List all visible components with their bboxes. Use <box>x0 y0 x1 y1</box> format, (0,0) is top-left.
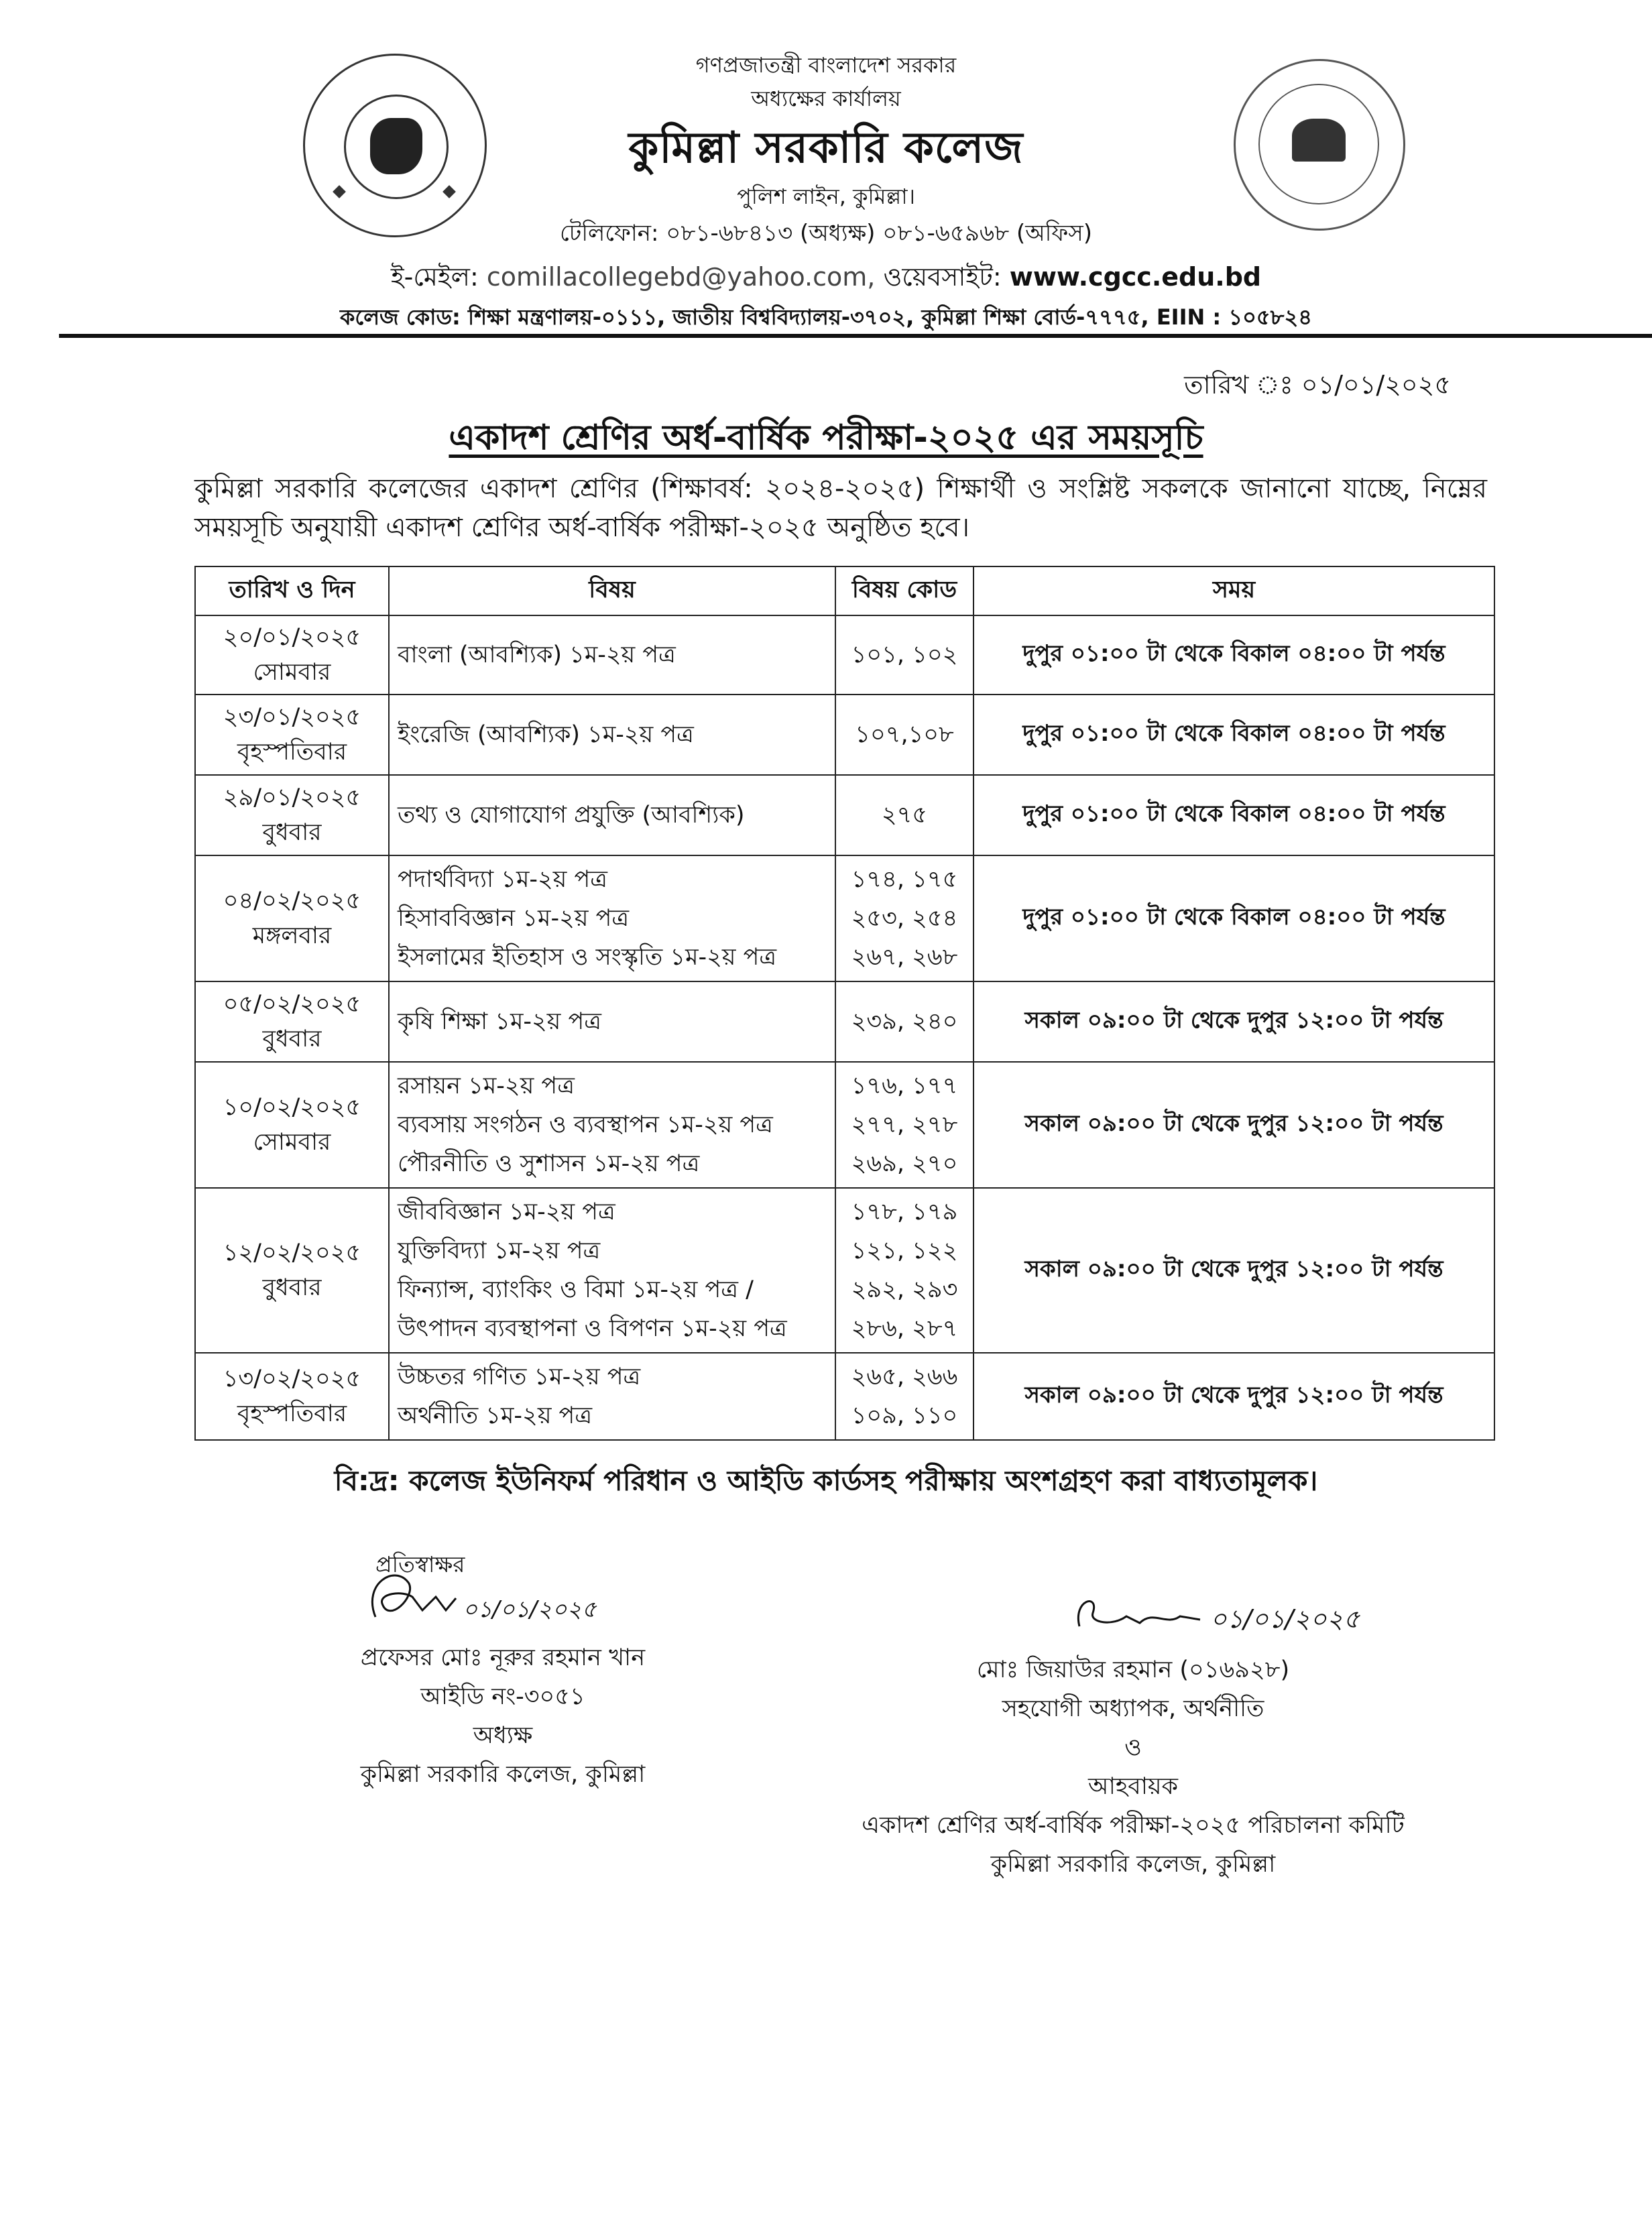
table-row <box>195 981 1494 1062</box>
conjunction-text: ও <box>1124 1734 1142 1761</box>
header-divider <box>59 334 1652 338</box>
exam-day: মঙ্গলবার <box>252 922 332 949</box>
time-cell: দুপুর ০১:০০ টা থেকে বিকাল ০৪:০০ টা পর্যন্ত <box>973 615 1494 695</box>
exam-date: ২৯/০১/২০২৫ <box>223 784 361 811</box>
subject-name: রসায়ন ১ম-২য় পত্র <box>398 1073 575 1099</box>
subject-code: ২৫৩, ২৫৪ <box>851 905 958 932</box>
subject-name: উচ্চতর গণিত ১ম-২য় পত্র <box>398 1364 641 1390</box>
subject-cell <box>389 1062 835 1188</box>
subject-cell <box>389 615 835 695</box>
table-row <box>195 1062 1494 1188</box>
left-signatory-block <box>282 1638 724 1794</box>
signature-stroke <box>372 1575 456 1617</box>
table-row <box>195 1353 1494 1440</box>
subject-cell <box>389 1353 835 1440</box>
time-cell: সকাল ০৯:০০ টা থেকে দুপুর ১২:০০ টা পর্যন্ত <box>973 1188 1494 1353</box>
subject-code: ১০১, ১০২ <box>851 642 958 668</box>
subject-name: হিসাববিজ্ঞান ১ম-২য় পত্র <box>398 905 630 932</box>
notice-intro: কুমিল্লা সরকারি কলেজের একাদশ শ্রেণির (শিক্ষাবর্ষ: ২০২৪-২০২৫) শিক্ষার্থী ও সংশ্লিষ্ট সকলকে জানানো যাচ্ছে, নিম্নের সময়সূচি অনুযায়ী একাদশ শ্রেণির অর্ধ-বার্ষিক পরীক্ষা-২০২৫ অনুষ্ঠিত হবে। <box>194 473 1487 543</box>
time-cell: দুপুর ০১:০০ টা থেকে বিকাল ০৪:০০ টা পর্যন্ত <box>973 855 1494 981</box>
notice-title <box>0 410 1652 469</box>
time-cell: সকাল ০৯:০০ টা থেকে দুপুর ১২:০০ টা পর্যন্ত <box>973 981 1494 1062</box>
exam-date: ০৫/০২/২০২৫ <box>223 991 361 1018</box>
table-row <box>195 775 1494 855</box>
date-cell <box>195 615 389 695</box>
exam-day: সোমবার <box>253 1129 331 1156</box>
column-header-time: সময় <box>973 566 1494 615</box>
college-name: কুমিল্লা সরকারি কলেজ <box>628 123 1024 173</box>
committee-name: একাদশ শ্রেণির অর্ধ-বার্ষিক পরীক্ষা-২০২৫ পরিচালনা কমিটি <box>862 1812 1405 1839</box>
subject-code: ২৬৭, ২৬৮ <box>851 944 958 971</box>
email-label: ই-মেইল: <box>390 262 479 292</box>
subject-code: ১০৭,১০৮ <box>855 721 954 748</box>
signatory-institution: কুমিল্লা সরকারি কলেজ, কুমিল্লা <box>990 1851 1276 1878</box>
college-code-line: কলেজ কোড: শিক্ষা মন্ত্রণালয়-০১১১, জাতীয় বিশ্ববিদ্যালয়-৩৭০২, কুমিল্লা শিক্ষা বোর্ড-৭৭৭৫, EIIN : ১০৫৮২৪ <box>339 304 1313 330</box>
exam-day: সোমবার <box>253 659 331 686</box>
subject-code: ২৬৫, ২৬৬ <box>851 1364 958 1390</box>
subject-code: ২৮৬, ২৮৭ <box>851 1315 958 1342</box>
exam-day: বৃহস্পতিবার <box>237 739 347 766</box>
code-cell <box>835 855 973 981</box>
signatory-institution: কুমিল্লা সরকারি কলেজ, কুমিল্লা <box>360 1761 646 1788</box>
exam-day: বুধবার <box>262 819 322 846</box>
subject-name: পৌরনীতি ও সুশাসন ১ম-২য় পত্র <box>398 1150 700 1177</box>
column-header-subject: বিষয় <box>389 566 835 615</box>
date-cell <box>195 981 389 1062</box>
subject-code: ২৬৯, ২৭০ <box>851 1150 958 1177</box>
code-cell <box>835 1062 973 1188</box>
time-cell: দুপুর ০১:০০ টা থেকে বিকাল ০৪:০০ টা পর্যন্ত <box>973 695 1494 775</box>
table-row <box>195 615 1494 695</box>
subject-name: জীববিজ্ঞান ১ম-২য় পত্র <box>398 1199 615 1225</box>
subject-cell <box>389 981 835 1062</box>
exam-day: বৃহস্পতিবার <box>237 1400 347 1427</box>
exam-day: বুধবার <box>262 1274 322 1301</box>
subject-code: ২৯২, ২৯৩ <box>851 1276 958 1303</box>
date-cell <box>195 1188 389 1353</box>
subject-name: ইসলামের ইতিহাস ও সংস্কৃতি ১ম-২য় পত্র <box>398 944 777 971</box>
code-cell <box>835 1353 973 1440</box>
table-row <box>195 1188 1494 1353</box>
email-address: comillacollegebd@yahoo.com, <box>486 262 876 292</box>
exam-date: ১০/০২/২০২৫ <box>223 1094 361 1121</box>
college-address: পুলিশ লাইন, কুমিল্লা। <box>737 184 915 209</box>
date-cell <box>195 1353 389 1440</box>
exam-date: ২৩/০১/২০২৫ <box>223 704 361 731</box>
exam-date: ১২/০২/২০২৫ <box>223 1240 361 1266</box>
subject-code: ১৭৬, ১৭৭ <box>851 1073 958 1099</box>
code-cell <box>835 775 973 855</box>
subject-name: পদার্থবিদ্যা ১ম-২য় পত্র <box>398 866 608 893</box>
subject-cell <box>389 695 835 775</box>
subject-cell <box>389 775 835 855</box>
code-cell <box>835 615 973 695</box>
contact-line <box>0 257 1652 300</box>
countersign-label: প্রতিস্বাক্ষর <box>375 1551 465 1577</box>
subject-name: তথ্য ও যোগাযোগ প্রযুক্তি (আবশ্যিক) <box>398 802 745 829</box>
exam-date: ০৪/০২/২০২৫ <box>223 888 361 914</box>
table-header-row <box>195 566 1494 615</box>
code-cell <box>835 981 973 1062</box>
signatory-role: আহবায়ক <box>1088 1773 1178 1800</box>
signature-date: ০১/০১/২০২৫ <box>463 1596 597 1623</box>
subject-code: ২৭৭, ২৭৮ <box>851 1111 958 1138</box>
principal-signature <box>349 1557 630 1637</box>
date-cell <box>195 855 389 981</box>
signature-date: ০১/০১/২০২৫ <box>1210 1604 1360 1634</box>
signatory-name: মোঃ জিয়াউর রহমান (০১৬৯২৮) <box>976 1657 1290 1683</box>
code-cell <box>835 695 973 775</box>
government-name: গণপ্রজাতন্ত্রী বাংলাদেশ সরকার <box>695 52 957 78</box>
column-header-code: বিষয় কোড <box>835 566 973 615</box>
column-header-date: তারিখ ও দিন <box>195 566 389 615</box>
telephone-line: টেলিফোন: ০৮১-৬৮৪১৩ (অধ্যক্ষ) ০৮১-৬৫৯৬৮ (অফিস) <box>560 220 1092 247</box>
notice-date: তারিখ ঃ ০১/০১/২০২৫ <box>1184 370 1451 400</box>
date-cell <box>195 775 389 855</box>
date-cell <box>195 695 389 775</box>
subject-name: অর্থনীতি ১ম-২য় পত্র <box>398 1402 593 1429</box>
website-label: ওয়েবসাইট: <box>883 262 1002 292</box>
code-cell <box>835 1188 973 1353</box>
signatory-id: আইডি নং-৩০৫১ <box>420 1683 585 1710</box>
subject-code: ২৭৫ <box>881 802 928 829</box>
notice-title-text: একাদশ শ্রেণির অর্ধ-বার্ষিক পরীক্ষা-২০২৫ এর সময়সূচি <box>449 418 1203 458</box>
subject-name: উৎপাদন ব্যবস্থাপনা ও বিপণন ১ম-২য় পত্র <box>398 1315 787 1342</box>
subject-cell <box>389 855 835 981</box>
subject-code: ২৩৯, ২৪০ <box>851 1008 958 1035</box>
subject-code: ১০৯, ১১০ <box>851 1402 958 1429</box>
exam-date: ১৩/০২/২০২৫ <box>223 1366 361 1392</box>
signature-stroke <box>1078 1602 1200 1626</box>
time-cell: দুপুর ০১:০০ টা থেকে বিকাল ০৪:০০ টা পর্যন্ত <box>973 775 1494 855</box>
subject-code: ১৭৮, ১৭৯ <box>851 1199 958 1225</box>
subject-name: বাংলা (আবশ্যিক) ১ম-২য় পত্র <box>398 642 676 668</box>
table-row <box>195 855 1494 981</box>
subject-code: ১৭৪, ১৭৫ <box>851 866 958 893</box>
signatory-name: প্রফেসর মোঃ নূরুর রহমান খান <box>360 1644 646 1671</box>
website-address: www.cgcc.edu.bd <box>1009 262 1262 292</box>
office-name: অধ্যক্ষের কার্যালয় <box>751 86 901 111</box>
subject-name: কৃষি শিক্ষা ১ম-২য় পত্র <box>398 1008 602 1035</box>
right-signatory-block <box>778 1650 1488 1884</box>
exam-day: বুধবার <box>262 1026 322 1053</box>
convener-signature <box>1066 1586 1415 1646</box>
subject-name: ফিন্যান্স, ব্যাংকিং ও বিমা ১ম-২য় পত্র / <box>398 1276 754 1303</box>
date-cell <box>195 1062 389 1188</box>
subject-name: যুক্তিবিদ্যা ১ম-২য় পত্র <box>398 1238 601 1264</box>
signatory-designation: সহযোগী অধ্যাপক, অর্থনীতি <box>1002 1695 1264 1722</box>
exam-schedule-table <box>194 566 1495 1441</box>
table-row <box>195 695 1494 775</box>
important-note: বি:দ্র: কলেজ ইউনিফর্ম পরিধান ও আইডি কার্ডসহ পরীক্ষায় অংশগ্রহণ করা বাধ্যতামূলক। <box>334 1464 1318 1497</box>
time-cell: সকাল ০৯:০০ টা থেকে দুপুর ১২:০০ টা পর্যন্ত <box>973 1353 1494 1440</box>
subject-name: ব্যবসায় সংগঠন ও ব্যবস্থাপন ১ম-২য় পত্র <box>398 1111 773 1138</box>
time-cell: সকাল ০৯:০০ টা থেকে দুপুর ১২:০০ টা পর্যন্ত <box>973 1062 1494 1188</box>
signatory-designation: অধ্যক্ষ <box>473 1722 533 1749</box>
subject-name: ইংরেজি (আবশ্যিক) ১ম-২য় পত্র <box>398 721 694 748</box>
subject-cell <box>389 1188 835 1353</box>
subject-code: ১২১, ১২২ <box>851 1238 958 1264</box>
exam-date: ২০/০১/২০২৫ <box>223 624 361 651</box>
